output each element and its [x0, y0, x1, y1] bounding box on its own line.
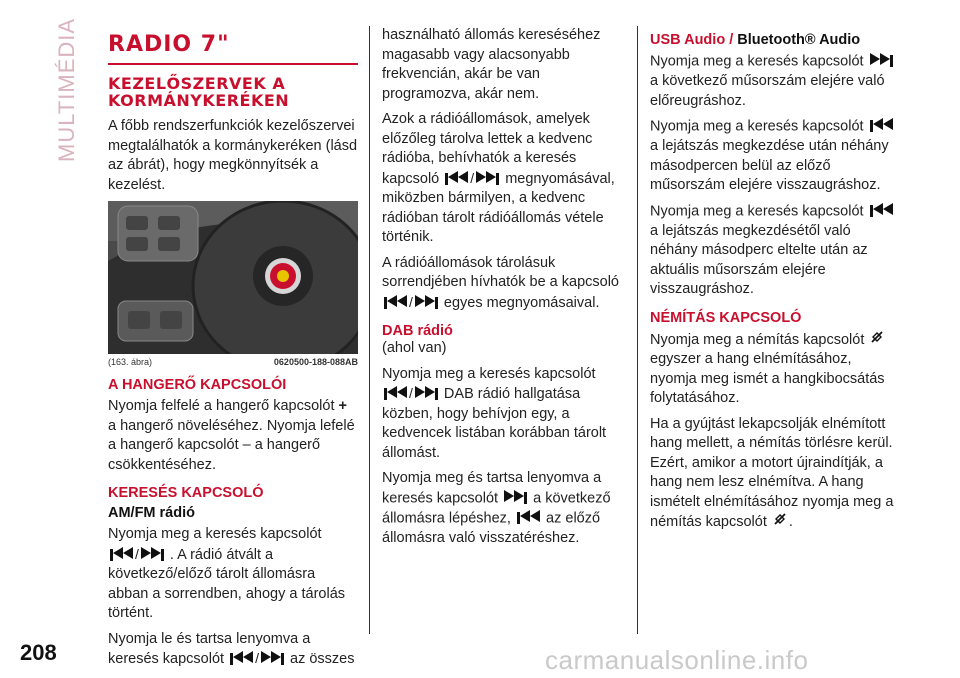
section-side-label: MULTIMÉDIA	[54, 18, 79, 163]
seek-back-forward-icon: /	[384, 384, 438, 405]
volume-paragraph: Nyomja felfelé a hangerő kapcsolót + a hangerő növeléséhez. Nyomja lefelé a hangerő kapcsolót – a hangerő csökkentéséhez.	[108, 398, 355, 473]
search-heading: KERESÉS KAPCSOLÓ	[108, 485, 264, 501]
column-divider	[369, 26, 370, 634]
mute-icon	[773, 512, 787, 533]
order-paragraph: A rádióállomások tárolásuk sorrendjében hívhatók be a kapcsoló / egyes megnyomásaival.	[382, 254, 624, 314]
seek-back-forward-icon: /	[230, 649, 284, 670]
dab-subheading: (ahol van)	[382, 340, 447, 357]
amfm-heading: AM/FM rádió	[108, 505, 195, 521]
favorites-paragraph: Azok a rádióállomások, amelyek előzőleg tárolva lettek a kedvenc rádióba, behívhatók a keresés kapcsoló / megnyomásával, miközben bármilyen, a kedvenc rádióban tárolt rádióállomás vétele történik.	[382, 111, 615, 246]
dab-paragraph-2: Nyomja meg és tartsa lenyomva a keresés kapcsolót a következő állomásra lépéshez, az előző állomásra való visszatéréshez.	[382, 470, 611, 546]
seek-back-forward-icon: /	[110, 545, 164, 566]
usb-paragraph-3: Nyomja meg a keresés kapcsolót a lejátszás megkezdésétől való néhány másodperc eltelte után az aktuális műsorszám elejére visszaugráshoz.	[650, 202, 895, 300]
intro-paragraph: A főbb rendszerfunkciók kezelőszervei megtalálhatók a kormánykeréken (lásd az ábrát), hogy megkönnyítsék a kezelést.	[108, 118, 358, 193]
amfm-paragraph-2: Nyomja le és tartsa lenyomva a keresés kapcsolót / az összes	[108, 630, 358, 670]
usb-paragraph-1: Nyomja meg a keresés kapcsolót a következő műsorszám elejére való előreugráshoz.	[650, 52, 895, 111]
volume-heading: A HANGERŐ KAPCSOLÓI	[108, 377, 287, 393]
paragraph-continued: használható állomás kereséséhez magasabb vagy alacsonyabb frekvencián, akár be van programozva, akár nem.	[382, 27, 601, 102]
subsection-title: KEZELŐSZERVEK A KORMÁNYKERÉKEN	[108, 74, 290, 110]
column-1	[108, 26, 358, 676]
seek-back-forward-icon: /	[445, 169, 499, 190]
section-title: RADIO 7"	[108, 32, 230, 57]
page-number: 208	[20, 640, 57, 665]
usb-heading: USB Audio / Bluetooth® Audio	[650, 32, 861, 48]
seek-forward-icon	[870, 52, 893, 72]
seek-forward-icon	[504, 489, 527, 509]
seek-back-icon	[517, 509, 540, 529]
column-3	[650, 26, 895, 539]
mute-paragraph-1: Nyomja meg a némítás kapcsolót egyszer a hang elnémításához, nyomja meg ismét a hangkibocsátás folytatásához.	[650, 330, 895, 409]
figure-code: 0620500-188-088AB	[273, 357, 358, 367]
amfm-paragraph-1: Nyomja meg a keresés kapcsolót / . A rádió átvált a következő/előző tárolt állomásra abban a sorrendben, ahogy a tárolás történt.	[108, 526, 346, 622]
figure-number: (163. ábra)	[108, 357, 153, 367]
figure-caption	[108, 357, 358, 367]
mute-icon	[870, 330, 884, 351]
steering-wheel-illustration	[108, 201, 358, 354]
plus-symbol: +	[338, 398, 347, 414]
mute-heading: NÉMÍTÁS KAPCSOLÓ	[650, 309, 802, 326]
usb-paragraph-2: Nyomja meg a keresés kapcsolót a lejátszás megkezdése után néhány másodpercen belül az előző műsorszám elejére visszaugráshoz.	[650, 117, 895, 196]
dab-heading: DAB rádió	[382, 323, 453, 340]
watermark: carmanualsonline.info	[545, 645, 809, 675]
column-2	[382, 26, 624, 554]
seek-back-forward-icon: /	[384, 293, 438, 314]
dab-paragraph-1: Nyomja meg a keresés kapcsolót / DAB rádió hallgatása közben, hogy behívjon egy, a kedvencek listában korábban tárolt állomást.	[382, 365, 607, 461]
seek-back-icon	[870, 202, 893, 222]
title-rule	[108, 63, 358, 65]
mute-paragraph-2: Ha a gyújtást lekapcsolják elnémított hang mellett, a némítás törlésre kerül. Ezért, amikor a motort újraindítják, a hang nem lesz elnémítva. A hang ismételt elnémításához nyomja meg a némítás kapcsolót .	[650, 415, 895, 533]
seek-back-icon	[870, 117, 893, 137]
column-divider	[637, 26, 638, 634]
steering-wheel-figure	[108, 201, 358, 354]
